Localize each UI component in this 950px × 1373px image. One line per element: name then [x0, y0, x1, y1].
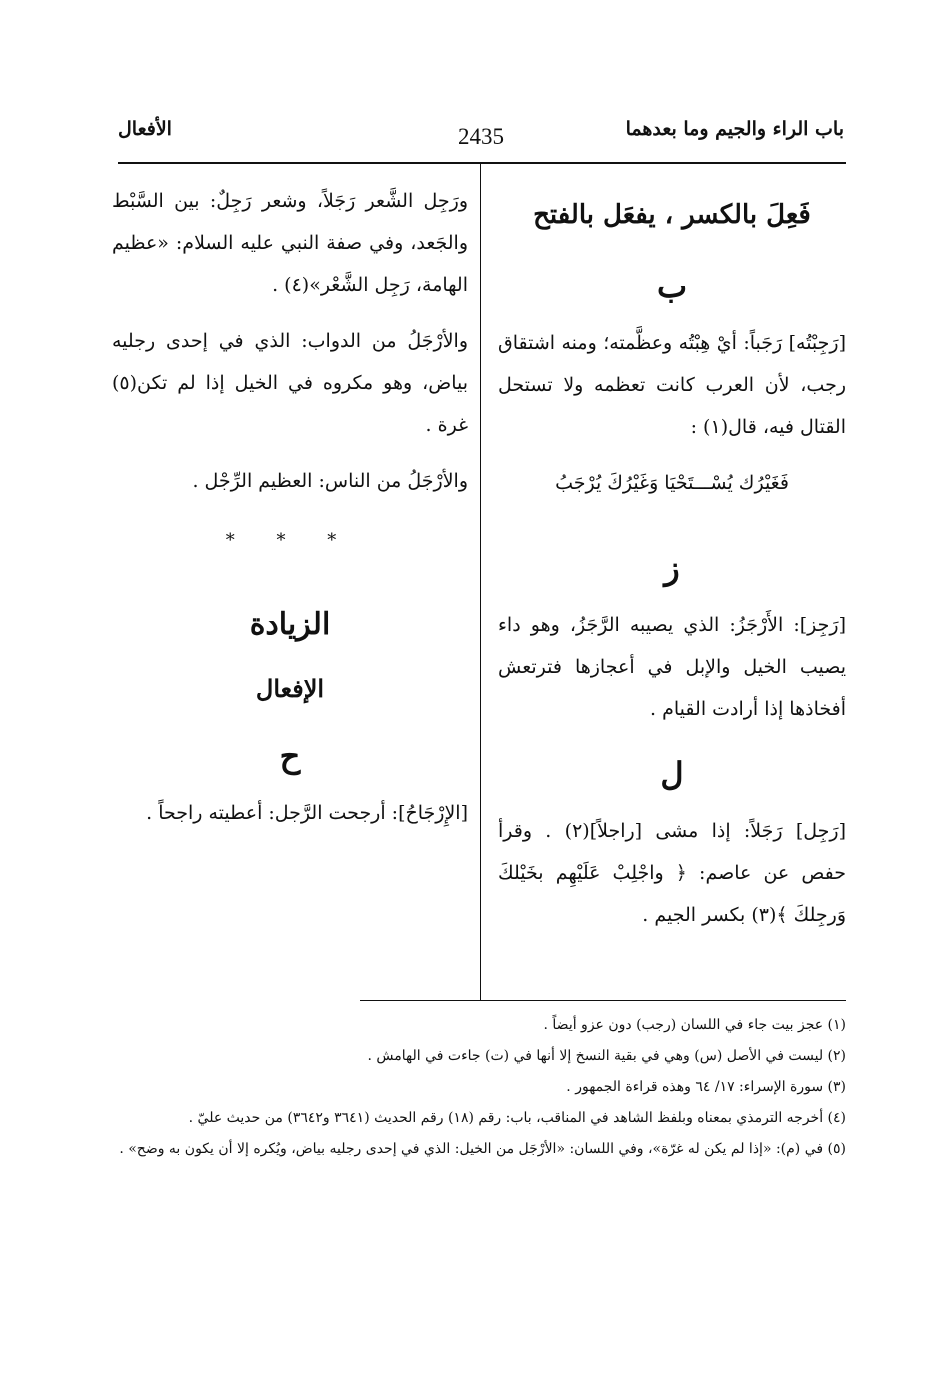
section-title: الأفعال: [118, 118, 172, 140]
footnote-5: (٥) في (م): «إذا لم يكن له غرّة»، وفي اللسان: «الأرْجَل من الخيل: الذي في إحدى رجليه بياض، ويُكره إلا أن يكون به وضح» .: [119, 1141, 846, 1157]
entry-rajil: [رَجِل] رَجَلاً: إذا مشى [راجلاً](٢) . وقرأ حفص عن عاصم: ﴿ واجْلِبْ عَلَيْهِم بخَيْلكَ وَرجِلكَ ﴾(٣) بكسر الجيم .: [498, 820, 846, 926]
entry-arjal-dawab: والأرْجَلُ من الدواب: الذي في إحدى رجليه بياض، وهو مكروه في الخيل إذا لم تكن(٥) غرة .: [112, 330, 468, 436]
footnotes: [116, 1012, 846, 1167]
section-separator-stars: * * *: [225, 530, 355, 551]
footnote-3: (٣) سورة الإسراء: ١٧/ ٦٤ وهذه قراءة الجمهور .: [566, 1079, 846, 1095]
column-divider: [480, 164, 481, 1000]
page-header: [118, 118, 844, 158]
entry-rajiz: [رَجِز]: الأَرْجَزُ: الذي يصيبه الرَّجَزُ، وهو داء يصيب الخيل والإبل في أعجازها فترتعش أفخاذها إذا أرادت القيام .: [498, 614, 846, 720]
entry-irjah: [الإِرْجَاحُ]: أرجحت الرَّجل: أعطيته راجحاً .: [146, 802, 468, 824]
footnote-1: (١) عجز بيت جاء في اللسان (رجب) دون عزو أيضاً .: [543, 1017, 846, 1033]
poetry-verse: فَغَيْرُك يُسْـــتَحْيَا وَغَيْرُكَ يُرْجَبُ: [555, 472, 789, 494]
header-divider: [118, 162, 846, 164]
footnote-divider: [360, 1000, 846, 1001]
chapter-title: باب الراء والجيم وما بعدهما: [625, 118, 844, 140]
ifal-heading: الإفعال: [255, 674, 325, 703]
ziyada-heading: الزيادة: [249, 607, 331, 642]
entry-rajib: [رَجِبْتُه] رَجَباً: أيْ هِبْتُه وعظَّمته؛ ومنه اشتقاق رجب، لأن العرب كانت تعظمه ولا تستحل القتال فيه، قال(١) :: [498, 332, 846, 438]
page-number: 2435: [458, 124, 504, 149]
verb-form-heading: فَعِلَ بالكسر ، يفعَل بالفتح: [533, 200, 811, 230]
right-column: [498, 180, 846, 993]
entry-arjal-nas: والأرْجَلُ من الناس: العظيم الرِّجْل .: [192, 470, 468, 492]
entry-rajil-shaar: ورَجِل الشَّعر رَجَلاً، وشعر رَجِلٌ: بين السَّبْط والجَعد، وفي صفة النبي عليه السلام: «عظيم الهامة، رَجِل الشَّعْر»(٤) .: [112, 190, 468, 296]
letter-heading-zay: ز: [664, 549, 680, 587]
letter-heading-ha: ح: [279, 737, 301, 775]
footnote-2: (٢) ليست في الأصل (س) وهي في بقية النسخ إلا أنها في (ت) جاءت في الهامش .: [367, 1048, 846, 1064]
footnote-4: (٤) أخرجه الترمذي بمعناه وبلفظ الشاهد في المناقب، باب: رقم (١٨) رقم الحديث (٣٦٤١ و٣٦٤٢) من حديث عليّ .: [188, 1110, 846, 1126]
letter-heading-ba: ب: [656, 267, 688, 305]
letter-heading-lam: ل: [660, 755, 684, 793]
left-column: [112, 180, 468, 993]
